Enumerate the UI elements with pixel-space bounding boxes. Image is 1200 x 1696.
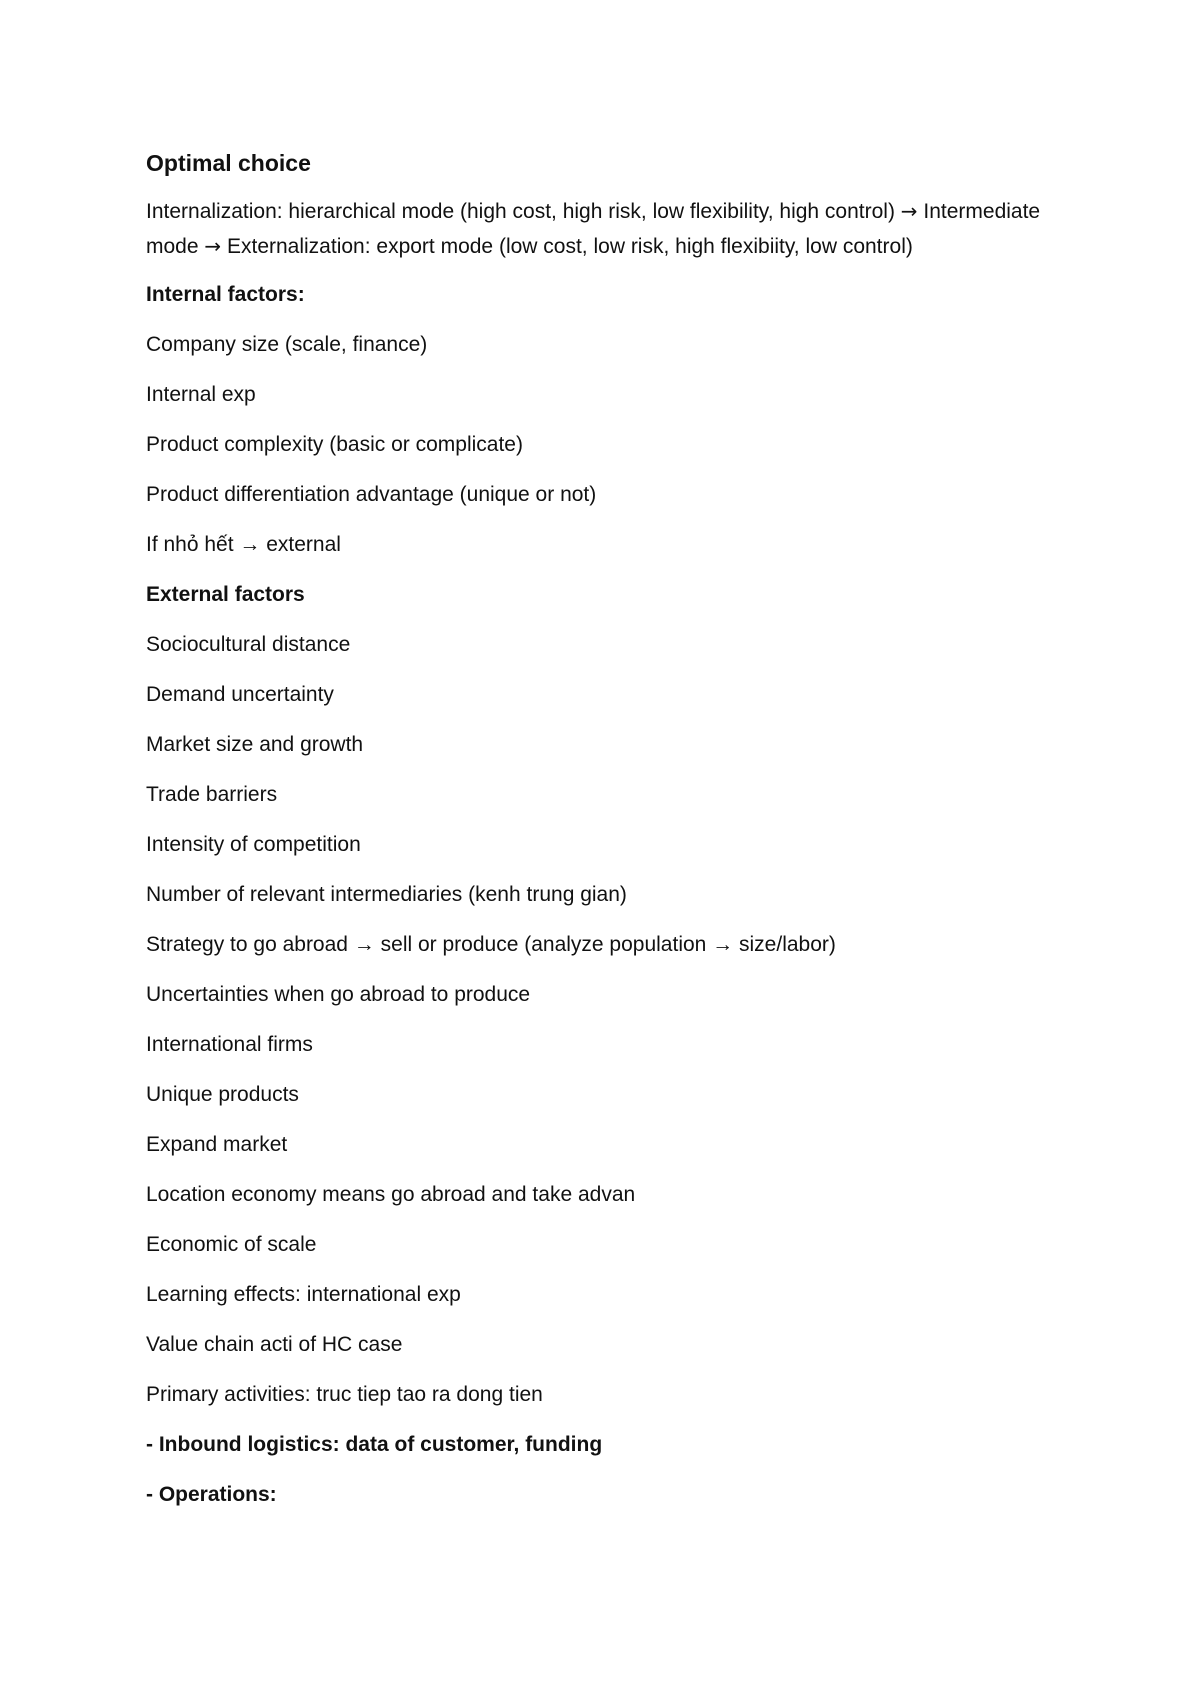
document-body bbox=[146, 146, 1046, 1528]
text-line: Demand uncertainty bbox=[146, 683, 334, 706]
document-title: Optimal choice bbox=[146, 150, 311, 176]
text-line: Economic of scale bbox=[146, 1233, 317, 1256]
section-heading: Internal factors: bbox=[146, 283, 305, 306]
document-lines bbox=[146, 278, 1046, 1512]
intro-part-1: Internalization: hierarchical mode (high cost, high risk, low flexibility, high control) bbox=[146, 200, 901, 223]
text-line: Sociocultural distance bbox=[146, 633, 351, 656]
text-line: Product differentiation advantage (unique or not) bbox=[146, 483, 597, 506]
text-line: Company size (scale, finance) bbox=[146, 333, 428, 356]
text-line: Location economy means go abroad and take advan bbox=[146, 1183, 636, 1206]
text-line: Trade barriers bbox=[146, 783, 278, 806]
section-heading: - Inbound logistics: data of customer, funding bbox=[146, 1433, 603, 1456]
intro-paragraph bbox=[146, 194, 1046, 264]
text-line: Uncertainties when go abroad to produce bbox=[146, 983, 531, 1006]
text-line: International firms bbox=[146, 1033, 313, 1056]
section-heading: - Operations: bbox=[146, 1483, 277, 1506]
text-line: Unique products bbox=[146, 1083, 299, 1106]
text-line: If nhỏ hết → external bbox=[146, 533, 341, 556]
arrow-right-icon: → bbox=[900, 199, 918, 223]
text-line: Number of relevant intermediaries (kenh trung gian) bbox=[146, 883, 627, 906]
text-line: Expand market bbox=[146, 1133, 288, 1156]
text-line: Strategy to go abroad → sell or produce (analyze population → size/labor) bbox=[146, 933, 836, 956]
text-line: Product complexity (basic or complicate) bbox=[146, 433, 523, 456]
intro-part-2: Intermediate mode bbox=[146, 200, 1041, 258]
section-heading: External factors bbox=[146, 583, 305, 606]
text-line: Intensity of competition bbox=[146, 833, 361, 856]
text-line: Value chain acti of HC case bbox=[146, 1333, 403, 1356]
text-line: Market size and growth bbox=[146, 733, 364, 756]
text-line: Learning effects: international exp bbox=[146, 1283, 461, 1306]
text-line: Internal exp bbox=[146, 383, 256, 406]
arrow-right-icon: → bbox=[204, 234, 222, 258]
intro-part-3: Externalization: export mode (low cost, low risk, high flexibiity, low control) bbox=[221, 235, 913, 258]
text-line: Primary activities: truc tiep tao ra dong tien bbox=[146, 1383, 543, 1406]
